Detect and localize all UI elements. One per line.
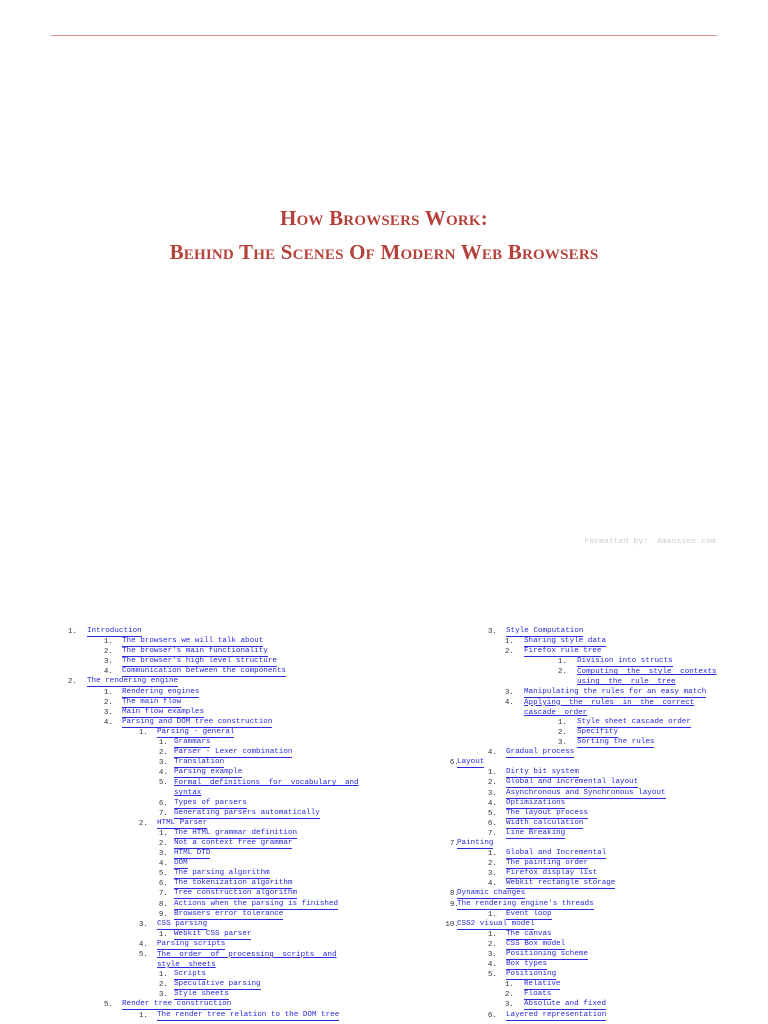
toc-link[interactable]: Gradual process xyxy=(506,748,575,757)
toc-link[interactable]: Relative xyxy=(524,980,561,989)
toc-link[interactable]: The order of processing scripts and style sheets xyxy=(157,951,337,969)
toc-link[interactable]: Floats xyxy=(524,990,552,999)
toc-link[interactable]: Event loop xyxy=(506,909,552,918)
toc-item xyxy=(67,728,387,738)
toc-item xyxy=(67,677,387,687)
toc-item-number: 6. xyxy=(158,880,168,889)
toc-item-number: 1. xyxy=(504,981,514,990)
toc-item xyxy=(67,799,387,809)
toc-link[interactable]: The tokenization algorithm xyxy=(174,879,293,888)
toc-item xyxy=(67,980,387,990)
toc-item-number: 2. xyxy=(158,749,168,758)
toc-item-number: 4. xyxy=(487,799,497,808)
toc-item-number: 1. xyxy=(158,930,168,939)
toc-link[interactable]: The rendering engine's threads xyxy=(457,899,594,908)
toc-item-number: 5. xyxy=(158,779,168,788)
formatted-by-note xyxy=(581,538,716,546)
toc-item xyxy=(449,748,739,758)
toc-item xyxy=(67,809,387,819)
toc-item-number: 1. xyxy=(487,769,497,778)
toc-item xyxy=(67,900,387,910)
toc-link[interactable]: Formal definitions for vocabulary and syntax xyxy=(174,779,359,798)
toc-link[interactable]: Parsing scripts xyxy=(157,939,226,948)
page-title: How Browsers Work: xyxy=(280,206,488,230)
toc-item xyxy=(449,940,739,950)
toc-link[interactable]: Sorting the rules xyxy=(577,738,655,747)
toc-item-number: 5. xyxy=(158,870,168,879)
toc-item-number: 3. xyxy=(504,688,514,697)
toc-item xyxy=(449,799,739,809)
toc-item xyxy=(67,849,387,859)
toc-item xyxy=(67,990,387,1000)
toc-item-number: 1. xyxy=(138,1011,148,1020)
toc-link[interactable]: Global and Incremental xyxy=(506,849,607,858)
toc-item xyxy=(449,667,739,687)
toc-item-number: 7. xyxy=(158,890,168,899)
toc-item xyxy=(449,718,739,728)
toc-item-number: 3. xyxy=(138,920,148,929)
toc-item xyxy=(67,829,387,839)
toc-item-number: 7. xyxy=(158,809,168,818)
toc-link[interactable]: Speculative parsing xyxy=(174,980,261,989)
toc-item-number: 3. xyxy=(504,1001,514,1010)
toc-link[interactable]: Webkit rectangle storage xyxy=(506,879,616,888)
toc-item-number: 8. xyxy=(449,890,459,899)
toc-item-number: 1. xyxy=(487,850,497,859)
toc-item xyxy=(449,970,739,980)
toc-item-number: 10. xyxy=(445,920,459,929)
toc-item xyxy=(449,990,739,1000)
toc-item xyxy=(449,627,739,637)
toc-link[interactable]: The render tree relation to the DOM tree xyxy=(157,1010,340,1019)
toc-item-number: 1. xyxy=(557,658,567,667)
toc-item-number: 1. xyxy=(487,910,497,919)
toc-item xyxy=(67,1000,387,1010)
toc-item xyxy=(449,950,739,960)
toc-item xyxy=(449,768,739,778)
toc-link[interactable]: Layout xyxy=(457,758,485,767)
toc-item-number: 1. xyxy=(158,739,168,748)
toc-item-number: 2. xyxy=(504,648,514,657)
toc-item-number: 6. xyxy=(158,799,168,808)
toc-item xyxy=(67,1011,387,1021)
toc-item-number: 3. xyxy=(103,658,113,667)
toc-item xyxy=(449,889,739,899)
toc-link[interactable]: Parsing example xyxy=(174,768,243,777)
toc-link[interactable]: Style sheet cascade order xyxy=(577,717,691,726)
toc-item-number: 2. xyxy=(138,819,148,828)
toc-item-number: 3. xyxy=(103,708,113,717)
toc-item-number: 5. xyxy=(103,1001,113,1010)
toc-item xyxy=(67,859,387,869)
toc-item xyxy=(67,869,387,879)
toc-link[interactable]: HTML Parser xyxy=(157,818,208,827)
toc-item-number: 3. xyxy=(487,951,497,959)
toc-link[interactable]: Firefox rule tree xyxy=(524,647,602,656)
toc-link[interactable]: Style Computation xyxy=(506,627,584,635)
toc-item xyxy=(67,718,387,728)
toc-item-number: 5. xyxy=(487,809,497,818)
toc-item-number: 2. xyxy=(487,779,497,788)
toc-link[interactable]: Positioning xyxy=(506,970,557,979)
toc-item xyxy=(449,738,739,748)
toc-item xyxy=(67,698,387,708)
toc-link[interactable]: Parsing - general xyxy=(157,727,235,736)
toc-link[interactable]: The painting order xyxy=(506,859,589,868)
toc-item xyxy=(449,688,739,698)
toc-item xyxy=(449,930,739,940)
toc-item-number: 3. xyxy=(158,850,168,859)
toc-item xyxy=(67,688,387,698)
toc-left-column xyxy=(67,627,387,1021)
toc-link[interactable]: Applying the rules in the correct cascade order xyxy=(524,698,695,717)
toc-link[interactable]: The rendering engine xyxy=(87,677,179,686)
toc-item xyxy=(449,879,739,889)
toc-item xyxy=(449,829,739,839)
toc-item xyxy=(449,778,739,788)
toc-item-number: 2. xyxy=(557,728,567,737)
toc-link[interactable]: The layout process xyxy=(506,808,589,817)
toc-link[interactable]: Box types xyxy=(506,960,548,969)
toc-link[interactable]: The browser's main functionality xyxy=(122,647,268,656)
toc-item-number: 3. xyxy=(487,628,497,636)
toc-item-number: 6. xyxy=(487,819,497,828)
toc-link[interactable]: HTML DTD xyxy=(174,849,211,858)
toc-link[interactable]: Asynchronous and Synchronous layout xyxy=(506,788,666,797)
toc-item-number: 2. xyxy=(504,991,514,1000)
toc-link[interactable]: Painting xyxy=(457,838,494,847)
toc-right-column xyxy=(445,627,739,1021)
toc-link[interactable]: Style sheets xyxy=(174,990,229,999)
toc-item-number: 4. xyxy=(487,961,497,970)
page-subtitle: Behind The Scenes Of Modern Web Browsers xyxy=(169,240,599,264)
toc-link[interactable]: Optimizations xyxy=(506,798,566,807)
toc-link[interactable]: Types of parsers xyxy=(174,798,247,807)
toc-link[interactable]: The parsing algorithm xyxy=(174,869,270,878)
toc-link[interactable]: Render tree construction xyxy=(122,1000,232,1009)
toc-item-number: 4. xyxy=(103,718,113,727)
toc-link[interactable]: Width calculation xyxy=(506,818,584,827)
toc-link[interactable]: CSS Box model xyxy=(506,939,566,948)
toc-item xyxy=(449,657,739,667)
toc-item-number: 3. xyxy=(557,739,567,748)
toc-link[interactable]: Communication between the components xyxy=(122,667,287,676)
toc-link[interactable]: CSS2 visual model xyxy=(457,919,535,928)
toc-item xyxy=(449,809,739,819)
toc-item xyxy=(449,960,739,970)
toc-item xyxy=(67,920,387,930)
toc-link[interactable]: Sharing style data xyxy=(524,637,607,646)
toc-item xyxy=(449,789,739,799)
toc-link[interactable]: Translation xyxy=(174,758,225,767)
toc-item-number: 4. xyxy=(504,698,514,707)
toc-item xyxy=(449,900,739,910)
toc-item xyxy=(67,778,387,798)
toc-item-number: 4. xyxy=(103,668,113,677)
toc-item-number: 3. xyxy=(487,870,497,879)
toc-item xyxy=(67,930,387,940)
toc-item xyxy=(67,768,387,778)
toc-item-number: 4. xyxy=(487,880,497,889)
top-rule xyxy=(51,35,717,36)
toc-link[interactable]: Manipulating the rules for an easy match xyxy=(524,687,707,696)
toc-item-number: 1. xyxy=(103,638,113,647)
toc-link[interactable]: Generating parsers automatically xyxy=(174,808,320,817)
toc-link[interactable]: Not a context free grammar xyxy=(174,838,293,847)
toc-item-number: 2. xyxy=(103,648,113,657)
toc-link[interactable]: Absolute and fixed xyxy=(524,1000,607,1009)
toc-item xyxy=(67,950,387,970)
toc-item xyxy=(449,637,739,647)
toc-link[interactable]: Main flow examples xyxy=(122,707,205,716)
toc-link[interactable]: Scripts xyxy=(174,970,206,979)
toc-link[interactable]: Rendering engines xyxy=(122,687,200,696)
toc-item xyxy=(67,940,387,950)
toc-link[interactable]: Parsing and DOM tree construction xyxy=(122,717,273,726)
toc-link[interactable]: Computing the style contexts using the rule tree xyxy=(577,668,717,687)
toc-link[interactable]: Parser - Lexer combination xyxy=(174,748,293,757)
toc-item xyxy=(67,657,387,667)
toc-item-number: 8. xyxy=(158,900,168,909)
toc-item xyxy=(67,910,387,920)
toc-item-number: 1. xyxy=(103,688,113,697)
toc-item xyxy=(445,919,739,930)
toc-item-number: 2. xyxy=(103,698,113,707)
toc-item-number: 3. xyxy=(487,789,497,798)
toc-item-number: 1. xyxy=(158,971,168,980)
formatted-by-label: Formatted by: xyxy=(584,538,649,546)
toc-item-number: 7. xyxy=(487,829,497,838)
toc-link[interactable]: Line Breaking xyxy=(506,828,566,837)
toc-item xyxy=(449,1011,739,1021)
toc-item xyxy=(67,819,387,829)
toc-item xyxy=(449,910,739,920)
toc-link[interactable]: Introduction xyxy=(87,627,142,635)
toc-link[interactable]: The canvas xyxy=(506,929,552,938)
toc-item-number: 1. xyxy=(158,829,168,838)
toc-item-number: 2. xyxy=(158,839,168,848)
toc-link[interactable]: Division into structs xyxy=(577,657,673,666)
toc-item xyxy=(449,859,739,869)
toc-item xyxy=(67,889,387,899)
toc-item-number: 3. xyxy=(158,991,168,1000)
toc-link[interactable]: Dirty bit system xyxy=(506,768,579,777)
toc-link[interactable]: DOM xyxy=(174,859,188,868)
toc-item-number: 6. xyxy=(487,1011,497,1020)
toc-item-number: 9. xyxy=(449,900,459,909)
toc-item-number: 7. xyxy=(449,839,459,848)
toc-item-number: 4. xyxy=(158,860,168,869)
toc-link[interactable]: Global and incremental layout xyxy=(506,778,639,787)
toc-item-number: 9. xyxy=(158,910,168,919)
toc-item-number: 2. xyxy=(487,860,497,869)
toc-item-number: 2. xyxy=(158,981,168,990)
toc-link[interactable]: The browser's high level structure xyxy=(122,657,277,666)
toc-item-number: 5. xyxy=(487,971,497,980)
toc-item-number: 4. xyxy=(158,769,168,778)
toc-item-number: 5. xyxy=(138,951,148,959)
toc-item xyxy=(449,819,739,829)
toc-link[interactable]: Layered representation xyxy=(506,1010,607,1019)
toc-item xyxy=(449,758,739,768)
toc-item-number: 4. xyxy=(487,749,497,758)
toc-item xyxy=(449,698,739,718)
toc-item xyxy=(67,879,387,889)
toc-link[interactable]: The main flow xyxy=(122,697,182,706)
toc-item xyxy=(67,748,387,758)
toc-item xyxy=(67,647,387,657)
toc-item-number: 3. xyxy=(158,759,168,768)
toc-item-number: 2. xyxy=(557,668,567,677)
toc-link[interactable]: Grammars xyxy=(174,738,211,747)
toc-item xyxy=(67,637,387,647)
toc-link[interactable]: Actions when the parsing is finished xyxy=(174,899,339,908)
toc-item xyxy=(67,708,387,718)
toc-item xyxy=(449,980,739,990)
toc-link[interactable]: The HTML grammar definition xyxy=(174,828,298,837)
toc-link[interactable]: CSS parsing xyxy=(157,919,208,928)
toc-link[interactable]: The browsers we will talk about xyxy=(122,637,264,646)
formatted-by-site: Amonssoo.com xyxy=(657,538,716,546)
toc-item-number: 1. xyxy=(557,718,567,727)
toc-item-number: 2. xyxy=(487,940,497,949)
toc-item xyxy=(449,869,739,879)
toc-item xyxy=(67,839,387,849)
toc-item xyxy=(67,627,387,637)
toc-item-number: 1. xyxy=(138,728,148,737)
toc-link[interactable]: Dynamic changes xyxy=(457,889,526,898)
toc-item-number: 2. xyxy=(67,678,77,687)
toc-item xyxy=(449,647,739,657)
toc-link[interactable]: Browsers error tolerance xyxy=(174,909,284,918)
toc-item xyxy=(449,1000,739,1010)
toc-item xyxy=(449,839,739,849)
toc-item xyxy=(449,849,739,859)
toc-item xyxy=(67,738,387,748)
toc-item-number: 6. xyxy=(449,759,459,768)
toc-item xyxy=(449,728,739,738)
toc-link[interactable]: Webkit CSS parser xyxy=(174,929,252,938)
toc-item xyxy=(67,758,387,768)
toc-link[interactable]: Tree construction algorithm xyxy=(174,889,298,898)
toc-item xyxy=(67,667,387,677)
toc-item-number: 4. xyxy=(138,940,148,949)
toc-link[interactable]: Specifity xyxy=(577,727,619,736)
toc-item xyxy=(67,970,387,980)
toc-item-number: 1. xyxy=(504,638,514,647)
toc-item-number: 1. xyxy=(487,930,497,939)
toc-link[interactable]: Firefox display list xyxy=(506,869,598,878)
toc-link[interactable]: Positioning scheme xyxy=(506,950,589,958)
toc-item-number: 1. xyxy=(67,628,77,636)
